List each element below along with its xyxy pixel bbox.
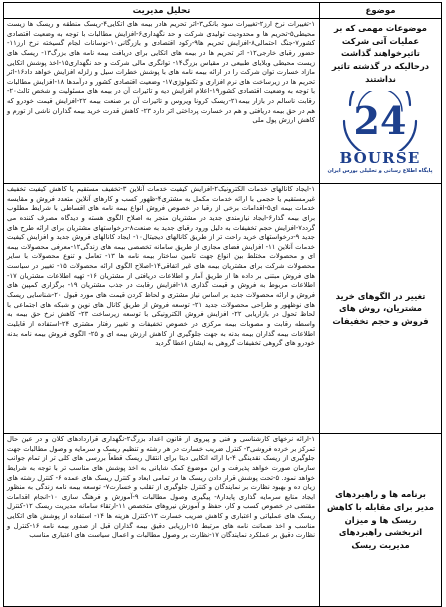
topic-text: موضوعات مهمی که بر عملیات آتی شرکت تاثیرخواهند گذاشت درحالیکه در گذشته تاثیر نداشتند (331, 23, 430, 84)
topic-cell (320, 19, 442, 184)
topic-text: تغییر در الگوهای خرید مشتریان، روش های فروش و حجم تخفیفات (332, 290, 429, 326)
analysis-cell: ۱-ارائه نرخهای کارشناسی و فنی و پیروی از قانون اعداد بزرگ۲-نگهداری قراردادهای کلان و در عین حال تمرکز بر خرده فروشی۳- کنترل ضریب خسارت در هر رشته و تنظیم ریسک و سرمایه و وصول مطالبات جهت جلوگیری از ریسک نقدینگی ۴-با ارائه اتکایی دیتا برای انتقال ریسک قطعاً بررسی های کلی تر از تمام جوانب سازمان صورت خواهد پذیرفت و این موضوع کمک شایانی به اخذ پوشش های مناسب تر با توجه به شرایط خواهد نمود. ۵-تحت پوشش قرار دادن ریسک ها در تمامی ابعاد و کنترل ریسک های عمده ۶- کنترل رشته های زیان ده و بهبود نظارت بر نمایندگان و کنترل جلوگیری از تقلب و خسارت۷- توسعه بیمه نامه زندگی به منظور ایجاد منابع سرمایه گذاری پایدار۸- پیگیری وصول مطالبات ۹-آموزش و فرهنگ سازی ۱۰-انجام اقدامات مقتضی در خصوص کسب و کار، حفظ و آموزش نیروهای متخصص ۱۱-ارتقاء سامانه مدیریت ریسک ۱۲-کنترل ریسک های عملیاتی و اعتباری و کاهش ضریب خسارت ۱۳-کنترل هزینه ها ۱۴- استفاده از پوشش های اتکایی مناسب و اخذ ضمانت نامه های مرتبط ۱۵-ارزیابی دقیق بیمه گذاران قبل از صدور بیمه نامه ۱۶-کنترل و نظارت دقیق بر عملکرد نمایندگان ۱۷-نظارت بر وصول مطالبات و اعمال سیاست های اعتباری مناسب (4, 434, 320, 607)
table-header-row (4, 3, 442, 19)
topic-text: برنامه ها و راهبردهای مدیر برای مقابله با کاهش ریسک ها و میزان اثربخشی راهبردهای مدیریت ریسک (327, 489, 434, 550)
bourse-logo-mark-icon (324, 91, 436, 151)
svg-text:24: 24 (353, 98, 407, 144)
analysis-cell: ۱-ایجاد کانالهای خدمات الکترونیک۲-افزایش کیفیت خدمات آنلاین ۳-تخفیف مستقیم یا کاهش کیفیت تخفیف غیرمستقیم یا حجمی با ارائه خدمات مکمل به مشتری۴-ظهور کسب و کارهای آنلاین متعدد فروش و مقایسه خدمات بیمه ای۵-اقدامات برخی از رقبا در خصوص فروش انواع بیمه نامه های اقساطی با شرایط مطلوب برای بیمه گذار۶-ایجاد نیازمندی جدید در مشتریان منجر به اصلاح الگوی هسته و دیدگاه مصرف کننده می گردد۷-افزایش حجم تخفیفات به دلیل ورود رقبای جدید به صنعت۸-درخواستهای مشتریان برای ارائه طرح های جدید ۹-درخواستهای خرید راحت تر از طریق کانالهای دیجیتال۱۰- ایجاد کانالهای فروش جدید و افزایش کیفیت خدمات آنلاین ۱۱- افزایش فضای مجازی از طریق سامانه تخصصی بیمه های زندگی۱۲-معرفی محصولات بیمه ای و محصولات مختلط بین انواع جهت تامین ساختار بیمه نامه ها ۱۳- تعامل و تنوع محصولات با سایر محصولات شرکت برای مشتریان بیمه های غیر اتفاقی۱۴-اصلاح الگوی ارائه محصولات ۱۵- تغییر در سیاست های فروش مبتنی بر داده ها از طریق آمار و اطلاعات دریافتی از مشتریان ۱۶- تهیه اطلاعات مشتریان ۱۷-اطلاعات مربوط به فروش و قیمت گذاری ۱۸-افزایش رقابت در جذب مشتریان ۱۹- برگزاری کمپین های فروش و ارائه محصولات جدید بر اساس نیاز مشتری و لحاظ کردن قیمت های مورد قبول ۲۰-شناسایی ریسک های نوظهور و طراحی محصولات جدید ۲۱- توسعه فروش از طریق کانال های نوین و شبکه های اجتماعی با لحاظ تحول در بازاریابی ۲۲- افزایش فروش الکترونیکی با توسعه زیرساخت ۲۳- کاهش نرخ حق بیمه به واسطه رقابت و مصوبات بیمه مرکزی در خصوص تخفیفات و تغییر رفتار مشتری ۲۴-استفاده از قابلیت اطلاعات بیمه گذاران بیمه بدنه به جهت جلوگیری از کاهش ارزش بیمه ای و ۲۵- الگوی فروش بیمه نامه بدنه خودرو های گروهی تخفیفات گروهی به ایشان اعطا گردید (4, 184, 320, 434)
header-topic: موضوع (320, 3, 442, 19)
logo-wordmark: BOURSE (339, 149, 421, 168)
bourse-logo (324, 91, 436, 176)
analysis-cell: ۱-تغییرات نرخ ارز۲-تغییرات سود بانکی۳-اثر تحریم هادر بیمه های اتکایی۴-ریسک منطقه و ریسک ها زیست محیطی۵-تحریم ها و محدودیت تولیدی شرکت و حد نگهداری۶-افزایش مطالبات با توجه به وضعیت اقتصادی کشور۷-جنگ احتمالی۸-افزایش تحریم ها۹-رکود اقتصادی و بازرگانی۱۰-نوسانات لجام گسیخته نرخ ارز۱۱-حضور رقبای خارجی۱۲- اثر تحریم ها در بیمه های اتکایی برای دریافت بیمه نامه های بزرگ۱۳- ریسک های زیست محیطی وبلایای طبیعی در مقیاس بزرگ۱۴- توانگری مالی شرکت و حد نگهداری۱۵-اخذ پوشش اتکایی مازاد خسارت توان شرکت را در ارائه بیمه نامه های با پوشش خطرات سیل و زلزله افزایش خواهد داد۱۶-اثر تحریم ها در زیرساخت های نرم افزاری و تکنولوژی۱۷- وضعیت اقتصادی کشور و درآمدها ۱۸-افزایش مطالبات با توجه به وضعیت اقتصادی کشور۱۹-اعلام افزایش دیه و تاثیرات آن در بیمه های مسئولیت و شخص ثالث۲۰-رقابت ناسالم در بازار بیمه۲۱-ریسک کرونا ویروس و تاثیرات آن بر صنعت بیمه ۲۲-افزایش قیمت خودرو که هم در حق بیمه دریافتی و هم در خسارت پرداختی اثر دارد ۲۳- کاهش قدرت خرید بیمه گذاران ناشی از تورم و کاهش ارزش پول ملی (4, 19, 320, 184)
table-row (4, 19, 442, 184)
table-row (4, 434, 442, 607)
header-analysis: تحلیل مدیریت (4, 3, 320, 19)
topic-cell (320, 184, 442, 434)
logo-tagline: پایگاه اطلاع رسانی و تحلیلی بورس ایران (327, 168, 433, 175)
topic-cell (320, 434, 442, 607)
management-analysis-table (3, 2, 442, 607)
table-row (4, 184, 442, 434)
